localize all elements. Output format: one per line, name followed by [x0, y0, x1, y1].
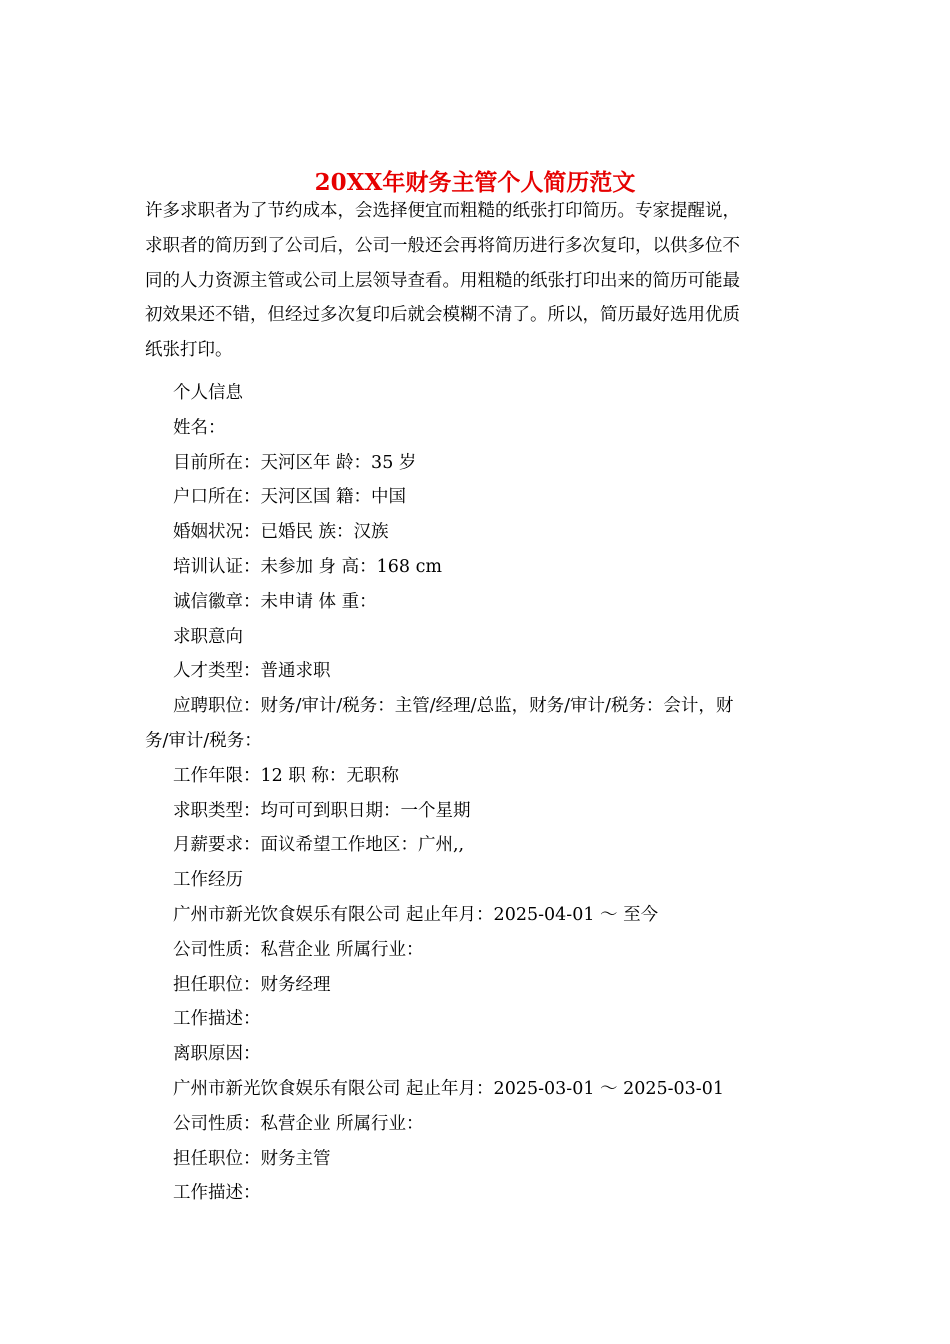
job-2-position: 担任职位：财务主管	[173, 1148, 331, 1169]
field-hukou-nationality: 户口所在：天河区国 籍：中国	[173, 487, 407, 508]
field-job-type-start: 求职类型：均可可到职日期：一个星期	[173, 800, 471, 821]
field-training-height: 培训认证：未参加 身 高：168 cm	[173, 556, 442, 577]
intro-line: 求职者的简历到了公司后，公司一般还会再将简历进行多次复印，以供多位不	[145, 235, 740, 256]
job-1-description: 工作描述：	[173, 1009, 261, 1030]
job-1-nature: 公司性质：私营企业 所属行业：	[173, 939, 424, 960]
intro-line: 纸张打印。	[145, 340, 233, 361]
job-2-company: 广州市新光饮食娱乐有限公司 起止年月：2025-03-01 ～ 2025-03-01	[173, 1078, 724, 1099]
intro-line: 许多求职者为了节约成本，会选择便宜而粗糙的纸张打印简历。专家提醒说，	[145, 201, 740, 221]
field-applied-position-cont: 务/审计/税务：	[145, 730, 262, 751]
job-1-company: 广州市新光饮食娱乐有限公司 起止年月：2025-04-01 ～ 至今	[173, 904, 659, 925]
field-marital-ethnicity: 婚姻状况：已婚民 族：汉族	[173, 522, 389, 543]
field-location-age: 目前所在：天河区年 龄：35 岁	[173, 452, 417, 473]
intro-paragraph	[145, 194, 810, 368]
section-heading-work-experience: 工作经历	[173, 870, 243, 891]
job-2-description: 工作描述：	[173, 1183, 261, 1204]
intro-line: 初效果还不错，但经过多次复印后就会模糊不清了。所以，简历最好选用优质	[145, 305, 740, 326]
resume-body	[145, 376, 810, 1211]
job-2-nature: 公司性质：私营企业 所属行业：	[173, 1113, 424, 1134]
field-years-title: 工作年限：12 职 称：无职称	[173, 765, 399, 786]
job-1-leave-reason: 离职原因：	[173, 1044, 261, 1065]
field-badge-weight: 诚信徽章：未申请 体 重：	[173, 591, 377, 612]
job-1-position: 担任职位：财务经理	[173, 974, 331, 995]
section-heading-personal-info: 个人信息	[173, 383, 243, 403]
field-talent-type: 人才类型：普通求职	[173, 661, 331, 682]
field-applied-position: 应聘职位：财务/审计/税务：主管/经理/总监，财务/审计/税务：会计，财	[173, 696, 734, 717]
document-title: 20XX年财务主管个人简历范文	[314, 169, 636, 197]
field-salary-region: 月薪要求：面议希望工作地区：广州,,	[173, 835, 465, 856]
section-heading-job-intention: 求职意向	[173, 626, 243, 647]
field-name: 姓名：	[173, 417, 226, 438]
intro-line: 同的人力资源主管或公司上层领导查看。用粗糙的纸张打印出来的简历可能最	[145, 270, 740, 291]
